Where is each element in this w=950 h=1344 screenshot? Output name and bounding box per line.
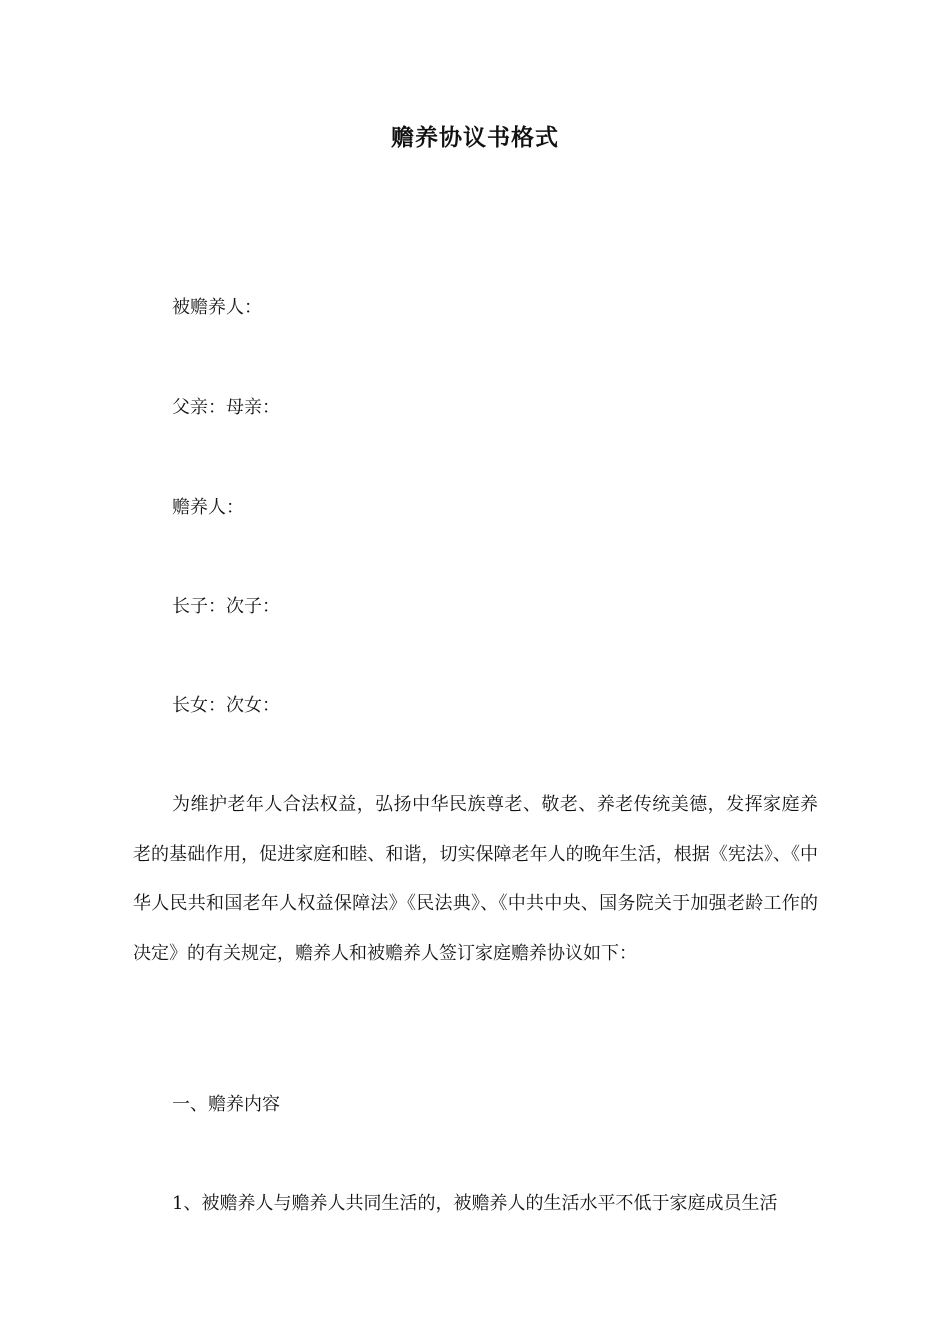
document-title: 赡养协议书格式	[391, 125, 559, 151]
sons-line: 长子：次子：	[172, 596, 280, 617]
supported-person-label: 被赡养人：	[172, 297, 262, 318]
preamble-paragraph: 为维护老年人合法权益，弘扬中华民族尊老、敬老、养老传统美德，发挥家庭养老的基础作用，促进家庭和睦、和谐，切实保障老年人的晚年生活，根据《宪法》、《中华人民共和国老年人权益保障法》《民法典》、《中共中央、国务院关于加强老龄工作的决定》的有关规定，赡养人和被赡养人签订家庭赡养协议如下：	[133, 794, 818, 964]
daughters-line: 长女：次女：	[172, 695, 280, 716]
section-heading-support-content: 一、赡养内容	[172, 1094, 280, 1115]
parents-line: 父亲：母亲：	[172, 397, 280, 418]
clause-1-text: 1、被赡养人与赡养人共同生活的，被赡养人的生活水平不低于家庭成员生活	[172, 1193, 778, 1214]
supporter-label: 赡养人：	[172, 497, 244, 518]
